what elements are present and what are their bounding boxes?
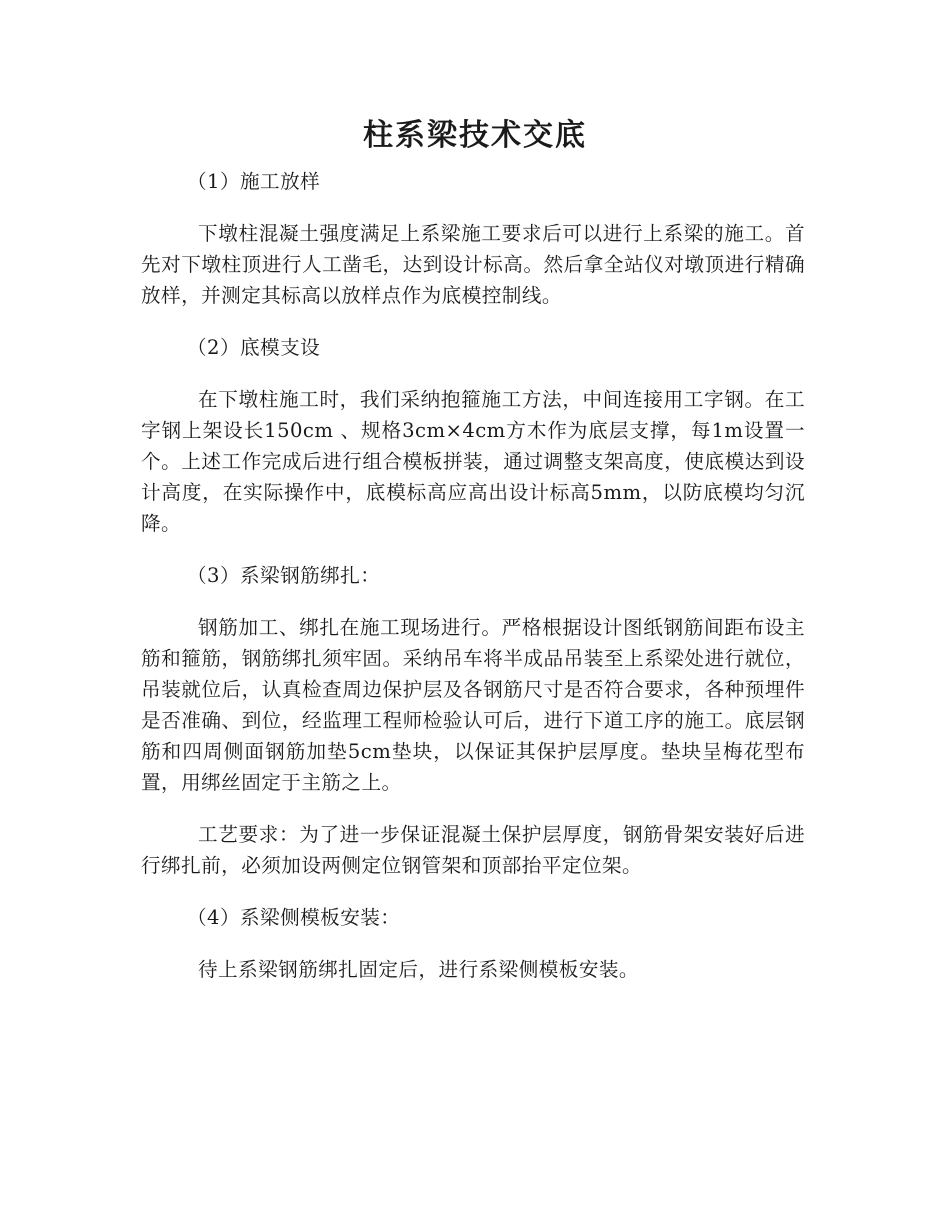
document-body	[141, 166, 805, 1006]
section-3-paragraph-1: 钢筋加工、绑扎在施工现场进行。严格根据设计图纸钢筋间距布设主筋和箍筋，钢筋绑扎须牢固。采纳吊车将半成品吊装至上系梁处进行就位，吊装就位后，认真检查周边保护层及各钢筋尺寸是否符合要求，各种预埋件是否准确、到位，经监理工程师检验认可后，进行下道工序的施工。底层钢筋和四周侧面钢筋加垫5cm垫块，以保证其保护层厚度。垫块呈梅花型布置，用绑丝固定于主筋之上。	[141, 616, 805, 794]
section-heading-1: （1）施工放样	[187, 170, 321, 193]
section-heading-2: （2）底模支设	[187, 336, 321, 359]
document-title: 柱系梁技术交底	[363, 118, 587, 153]
section-2-paragraph-1: 在下墩柱施工时，我们采纳抱箍施工方法，中间连接用工字钢。在工字钢上架设长150cm 、规格3cm×4cm方木作为底层支撑，每1m设置一个。上述工作完成后进行组合模板拼装，通过调整支架高度，使底模达到设计高度，在实际操作中，底模标高应高出设计标高5mm，以防底模均匀沉降。	[141, 388, 805, 535]
section-3-paragraph-2: 工艺要求：为了进一步保证混凝土保护层厚度，钢筋骨架安装好后进行绑扎前，必须加设两侧定位钢管架和顶部抬平定位架。	[141, 823, 805, 877]
section-heading-3: （3）系梁钢筋绑扎：	[187, 564, 381, 587]
section-4-paragraph-1: 待上系梁钢筋绑扎固定后，进行系梁侧模板安装。	[198, 958, 639, 981]
section-1-paragraph-1: 下墩柱混凝土强度满足上系梁施工要求后可以进行上系梁的施工。首先对下墩柱顶进行人工凿毛，达到设计标高。然后拿全站仪对墩顶进行精确放样，并测定其标高以放样点作为底模控制线。	[141, 222, 805, 307]
section-heading-4: （4）系梁侧模板安装：	[187, 906, 401, 929]
